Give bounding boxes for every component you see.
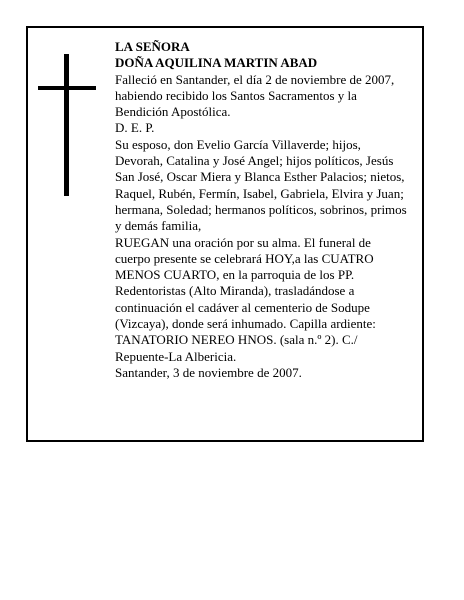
obituary-text (115, 39, 422, 381)
family-line: Su esposo, don Evelio García Villaverde; hijos, (115, 136, 361, 152)
funeral-line: Repuente-La Albericia. (115, 348, 237, 364)
latin-cross-icon-bar (38, 86, 96, 90)
family-line: San José, Oscar Miera y Blanca Esther Palacios; nietos, (115, 169, 405, 185)
family-line: Devorah, Catalina y José Angel; hijos políticos, Jesús (115, 153, 394, 169)
deceased-name: DOÑA AQUILINA MARTIN ABAD (115, 55, 318, 71)
dep-line: D. E. P. (115, 120, 155, 136)
notice-line: Bendición Apostólica. (115, 104, 231, 120)
family-line: hermana, Soledad; hermanos políticos, sobrinos, primos (115, 201, 407, 217)
funeral-line: cuerpo presente se celebrará HOY,a las CUATRO (115, 250, 374, 266)
notice-heading: LA SEÑORA (115, 39, 190, 54)
funeral-line: (Vizcaya), donde será inhumado. Capilla ardiente: (115, 316, 376, 332)
family-line: Raquel, Rubén, Fermín, Isabel, Gabriela, Elvira y Juan; (115, 185, 404, 201)
date-place-line: Santander, 3 de noviembre de 2007. (115, 364, 302, 380)
latin-cross-icon (64, 54, 69, 196)
funeral-line: MENOS CUARTO, en la parroquia de los PP. (115, 267, 355, 283)
notice-line: Falleció en Santander, el día 2 de noviembre de 2007, (115, 71, 395, 87)
funeral-line: continuación el cadáver al cementerio de Sodupe (115, 299, 370, 315)
family-line: y demás familia, (115, 218, 202, 234)
funeral-line: Redentoristas (Alto Miranda), trasladándose a (115, 283, 355, 299)
notice-line: habiendo recibido los Santos Sacramentos y la (115, 87, 357, 103)
funeral-line: TANATORIO NEREO HNOS. (sala n.º 2). C./ (115, 332, 358, 348)
funeral-line: RUEGAN una oración por su alma. El funeral de (115, 234, 371, 250)
